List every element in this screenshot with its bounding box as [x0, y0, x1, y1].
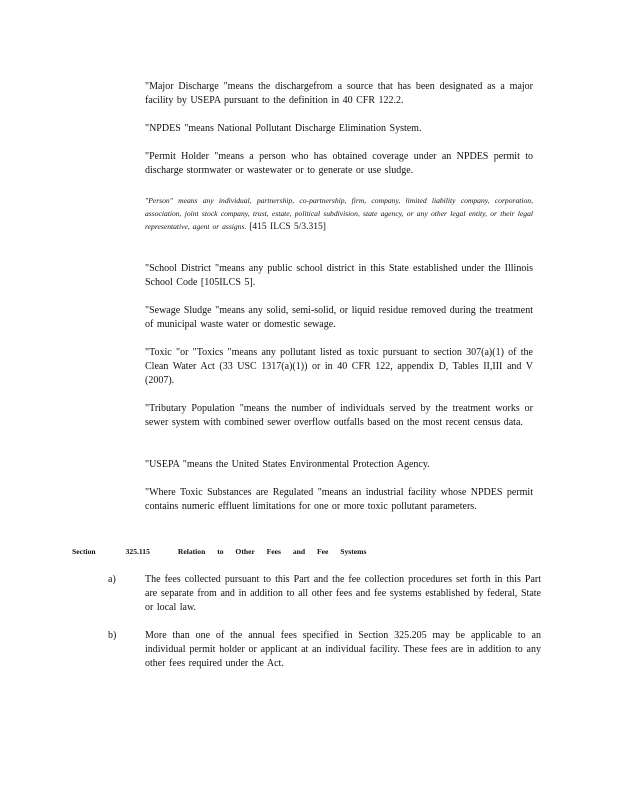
definition-person-citation: [415 ILCS 5/3.315]: [249, 222, 326, 232]
definition-tributary-population: "Tributary Population "means the number of individuals served by the treatment works or sewer system with combined sewer overflow outfalls based on the most recent census data.: [145, 403, 533, 428]
section-heading: [72, 547, 532, 556]
definition-sewage-sludge: "Sewage Sludge "means any solid, semi-solid, or liquid residue removed during the treatment of municipal waste water or domestic sewage.: [145, 305, 533, 330]
item-b-text: More than one of the annual fees specified in Section 325.205 may be applicable to an individual permit holder or applicant at an individual facility. These fees are in addition to any other fees required under the Act.: [145, 630, 541, 669]
item-a-text: The fees collected pursuant to this Part and the fee collection procedures set forth in this Part are separate from and in addition to all other fees and fee systems established by federal, State or local law.: [145, 574, 541, 613]
definition-npdes: "NPDES "means National Pollutant Discharge Elimination System.: [145, 123, 422, 134]
definition-major-discharge: "Major Discharge "means the dischargefrom a source that has been designated as a major facility by USEPA pursuant to the definition in 40 CFR 122.2.: [145, 81, 533, 106]
definition-usepa: "USEPA "means the United States Environmental Protection Agency.: [145, 459, 430, 470]
definition-where-toxic: "Where Toxic Substances are Regulated "means an industrial facility whose NPDES permit contains numeric effluent limitations for one or more toxic pollutant parameters.: [145, 487, 533, 512]
definition-person-text: "Person" means any individual, partnership, co-partnership, firm, company, limited liability company, corporation, association, joint stock company, trust, estate, political subdivision, state agency, or any other legal entity, or their legal representative, agent or assigns.: [145, 196, 533, 231]
section-title: Relation to Other Fees and Fee Systems: [177, 547, 367, 556]
definition-toxic: "Toxic "or "Toxics "means any pollutant listed as toxic pursuant to section 307(a)(1) of the Clean Water Act (33 USC 1317(a)(1)) or in 40 CFR 122, appendix D, Tables II,III and V (2007).: [145, 347, 533, 386]
item-a-label: a): [108, 574, 116, 585]
definition-permit-holder: "Permit Holder "means a person who has obtained coverage under an NPDES permit to discharge stormwater or wastewater or to generate or use sludge.: [145, 151, 533, 176]
definition-person: [145, 194, 533, 234]
section-number: 325.115: [125, 547, 150, 556]
definition-school-district: "School District "means any public school district in this State established under the Illinois School Code [105ILCS 5].: [145, 263, 533, 288]
section-label: Section: [72, 547, 96, 556]
item-b-label: b): [108, 630, 117, 641]
